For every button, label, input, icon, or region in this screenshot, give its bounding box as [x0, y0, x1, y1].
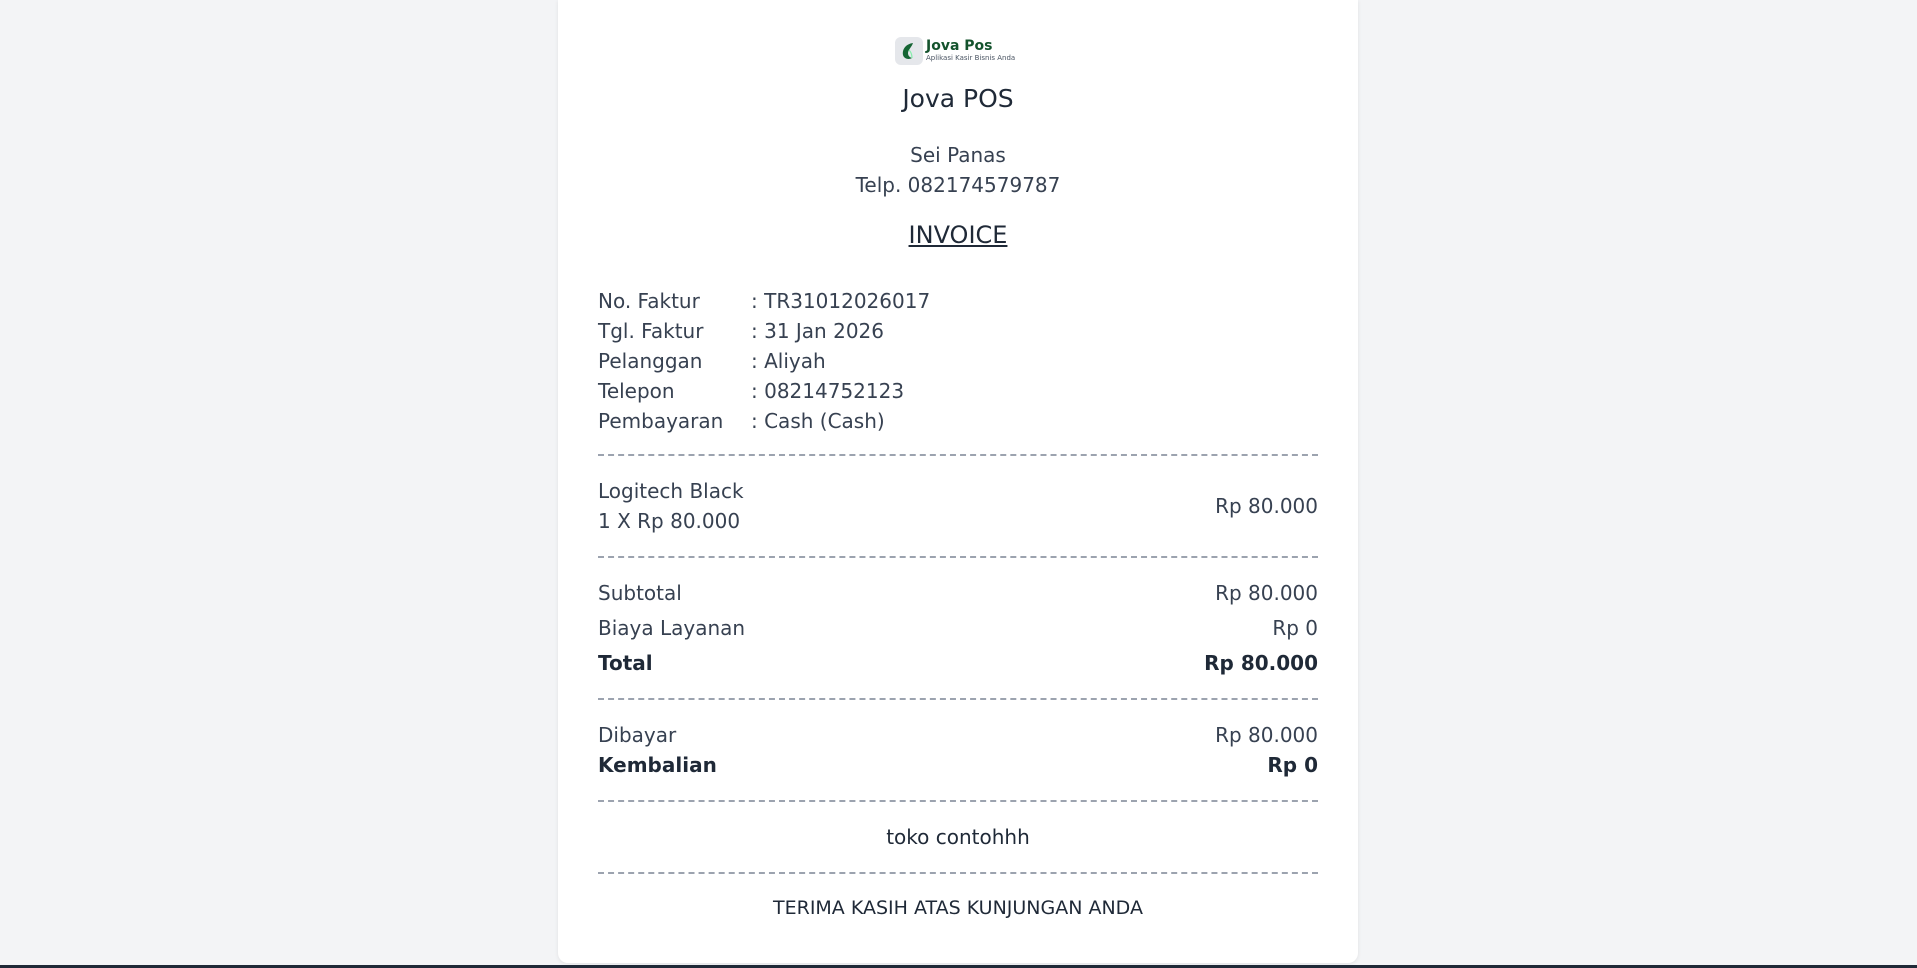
- store-name: Jova POS: [902, 84, 1014, 113]
- subtotal-label: Subtotal: [598, 581, 682, 605]
- summary-total-row: [598, 651, 1318, 675]
- dashed-divider: [598, 872, 1318, 874]
- brand-logo: [895, 37, 1015, 65]
- meta-row-customer: [598, 346, 930, 376]
- meta-row-invoice-date: [598, 316, 930, 346]
- meta-label: Pelanggan: [598, 349, 703, 373]
- meta-value: : 31 Jan 2026: [751, 319, 884, 343]
- thank-you-message: TERIMA KASIH ATAS KUNJUNGAN ANDA: [773, 897, 1143, 919]
- meta-row-invoice-number: [598, 286, 930, 316]
- meta-label: Telepon: [598, 379, 675, 403]
- payment-change-row: [598, 753, 1318, 777]
- store-phone: Telp. 082174579787: [855, 173, 1061, 197]
- brand-tagline: Aplikasi Kasir Bisnis Anda: [926, 54, 1016, 62]
- item-name: Logitech Black: [598, 479, 744, 503]
- subtotal-value: Rp 80.000: [1215, 581, 1318, 605]
- meta-value: : Aliyah: [751, 349, 826, 373]
- paid-label: Dibayar: [598, 723, 677, 747]
- store-address: Sei Panas: [910, 143, 1006, 167]
- dashed-divider: [598, 698, 1318, 700]
- invoice-receipt: [558, 0, 1358, 963]
- item-quantity-price: 1 X Rp 80.000: [598, 509, 741, 533]
- change-label: Kembalian: [598, 753, 717, 777]
- invoice-meta: [598, 286, 930, 436]
- leaf-logo-icon: [895, 37, 923, 65]
- change-value: Rp 0: [1267, 753, 1318, 777]
- item-subtotal: Rp 80.000: [1215, 494, 1318, 518]
- total-label: Total: [598, 651, 653, 675]
- service-fee-label: Biaya Layanan: [598, 616, 746, 640]
- summary-subtotal-row: [598, 581, 1318, 605]
- payment-paid-row: [598, 723, 1318, 747]
- service-fee-value: Rp 0: [1272, 616, 1318, 640]
- meta-row-payment: [598, 406, 930, 436]
- summary-service-row: [598, 616, 1318, 640]
- brand-name: Jova Pos: [926, 38, 993, 54]
- store-note: toko contohhh: [886, 825, 1030, 849]
- meta-row-phone: [598, 376, 930, 406]
- meta-value: : Cash (Cash): [751, 409, 885, 433]
- dashed-divider: [598, 556, 1318, 558]
- total-value: Rp 80.000: [1204, 651, 1318, 675]
- dashed-divider: [598, 800, 1318, 802]
- dashed-divider: [598, 454, 1318, 456]
- paid-value: Rp 80.000: [1215, 723, 1318, 747]
- meta-value: : TR31012026017: [751, 289, 931, 313]
- meta-value: : 08214752123: [751, 379, 905, 403]
- meta-label: Pembayaran: [598, 409, 724, 433]
- meta-label: No. Faktur: [598, 289, 700, 313]
- line-item: [598, 476, 1318, 536]
- meta-label: Tgl. Faktur: [598, 319, 704, 343]
- invoice-title: INVOICE: [908, 221, 1008, 249]
